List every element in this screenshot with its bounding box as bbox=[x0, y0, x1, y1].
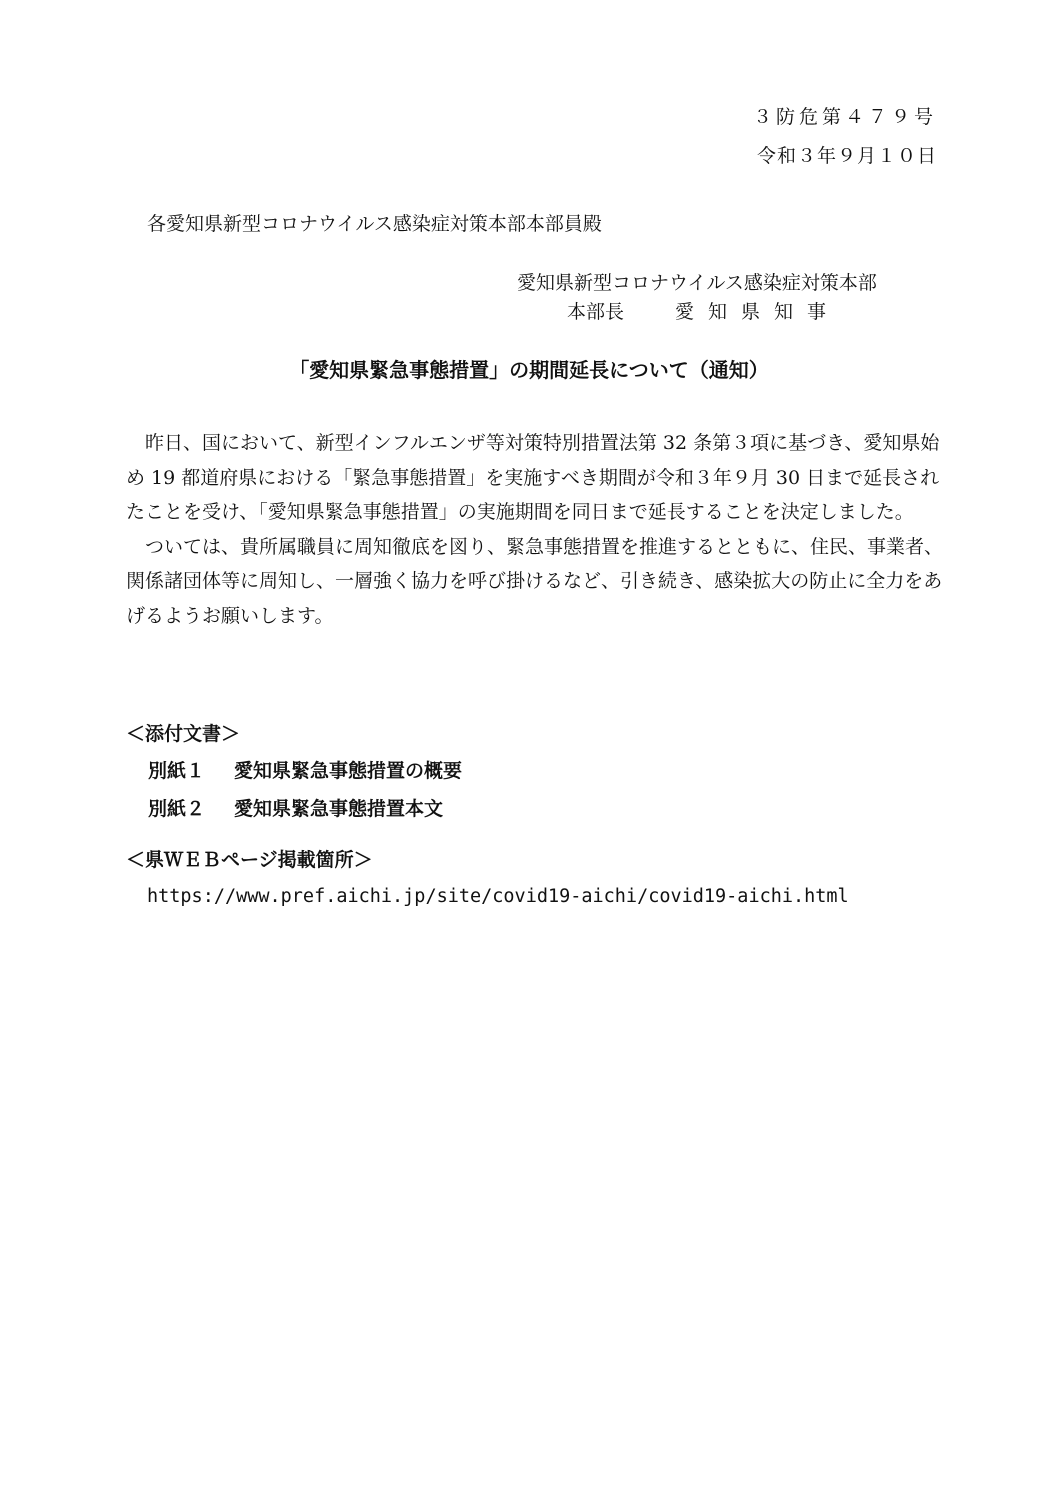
attachments-list bbox=[148, 758, 462, 834]
body-paragraph-1: 昨日、国において、新型インフルエンザ等対策特別措置法第 32 条第３項に基づき、愛知県始め 19 都道府県における「緊急事態措置」を実施すべき期間が令和３年９月 30 日まで延長されたことを受け、「愛知県緊急事態措置」の実施期間を同日まで延長することを決定しました。 bbox=[126, 432, 940, 523]
attachment-title: 愛知県緊急事態措置本文 bbox=[234, 798, 444, 820]
addressee: 各愛知県新型コロナウイルス感染症対策本部本部員殿 bbox=[147, 213, 602, 235]
document-number: ３防危第４７９号 bbox=[752, 106, 937, 128]
document-body bbox=[126, 426, 946, 633]
attachment-item bbox=[148, 796, 462, 834]
attachment-tag: 別紙１ bbox=[148, 760, 206, 782]
attachment-item bbox=[148, 758, 462, 796]
sender-role: 本部長 bbox=[567, 301, 625, 323]
web-page-heading: ＜県ＷＥＢページ掲載箇所＞ bbox=[126, 849, 373, 871]
attachments-heading: ＜添付文書＞ bbox=[126, 723, 241, 745]
sender-name: 愛知県知事 bbox=[675, 301, 841, 323]
sender-signature bbox=[567, 299, 840, 325]
attachment-title: 愛知県緊急事態措置の概要 bbox=[234, 760, 463, 782]
sender-organization: 愛知県新型コロナウイルス感染症対策本部 bbox=[517, 272, 877, 294]
attachment-tag: 別紙２ bbox=[148, 798, 206, 820]
document-date: 令和３年９月１０日 bbox=[756, 145, 937, 167]
web-page-link[interactable]: https://www.pref.aichi.jp/site/covid19-aichi/covid19-aichi.html bbox=[147, 886, 849, 907]
body-paragraph-2: ついては、貴所属職員に周知徹底を図り、緊急事態措置を推進するとともに、住民、事業者、関係諸団体等に周知し、一層強く協力を呼び掛けるなど、引き続き、感染拡大の防止に全力をあげるようお願いします。 bbox=[126, 535, 944, 627]
document-title: 「愛知県緊急事態措置」の期間延長について（通知） bbox=[289, 358, 769, 382]
